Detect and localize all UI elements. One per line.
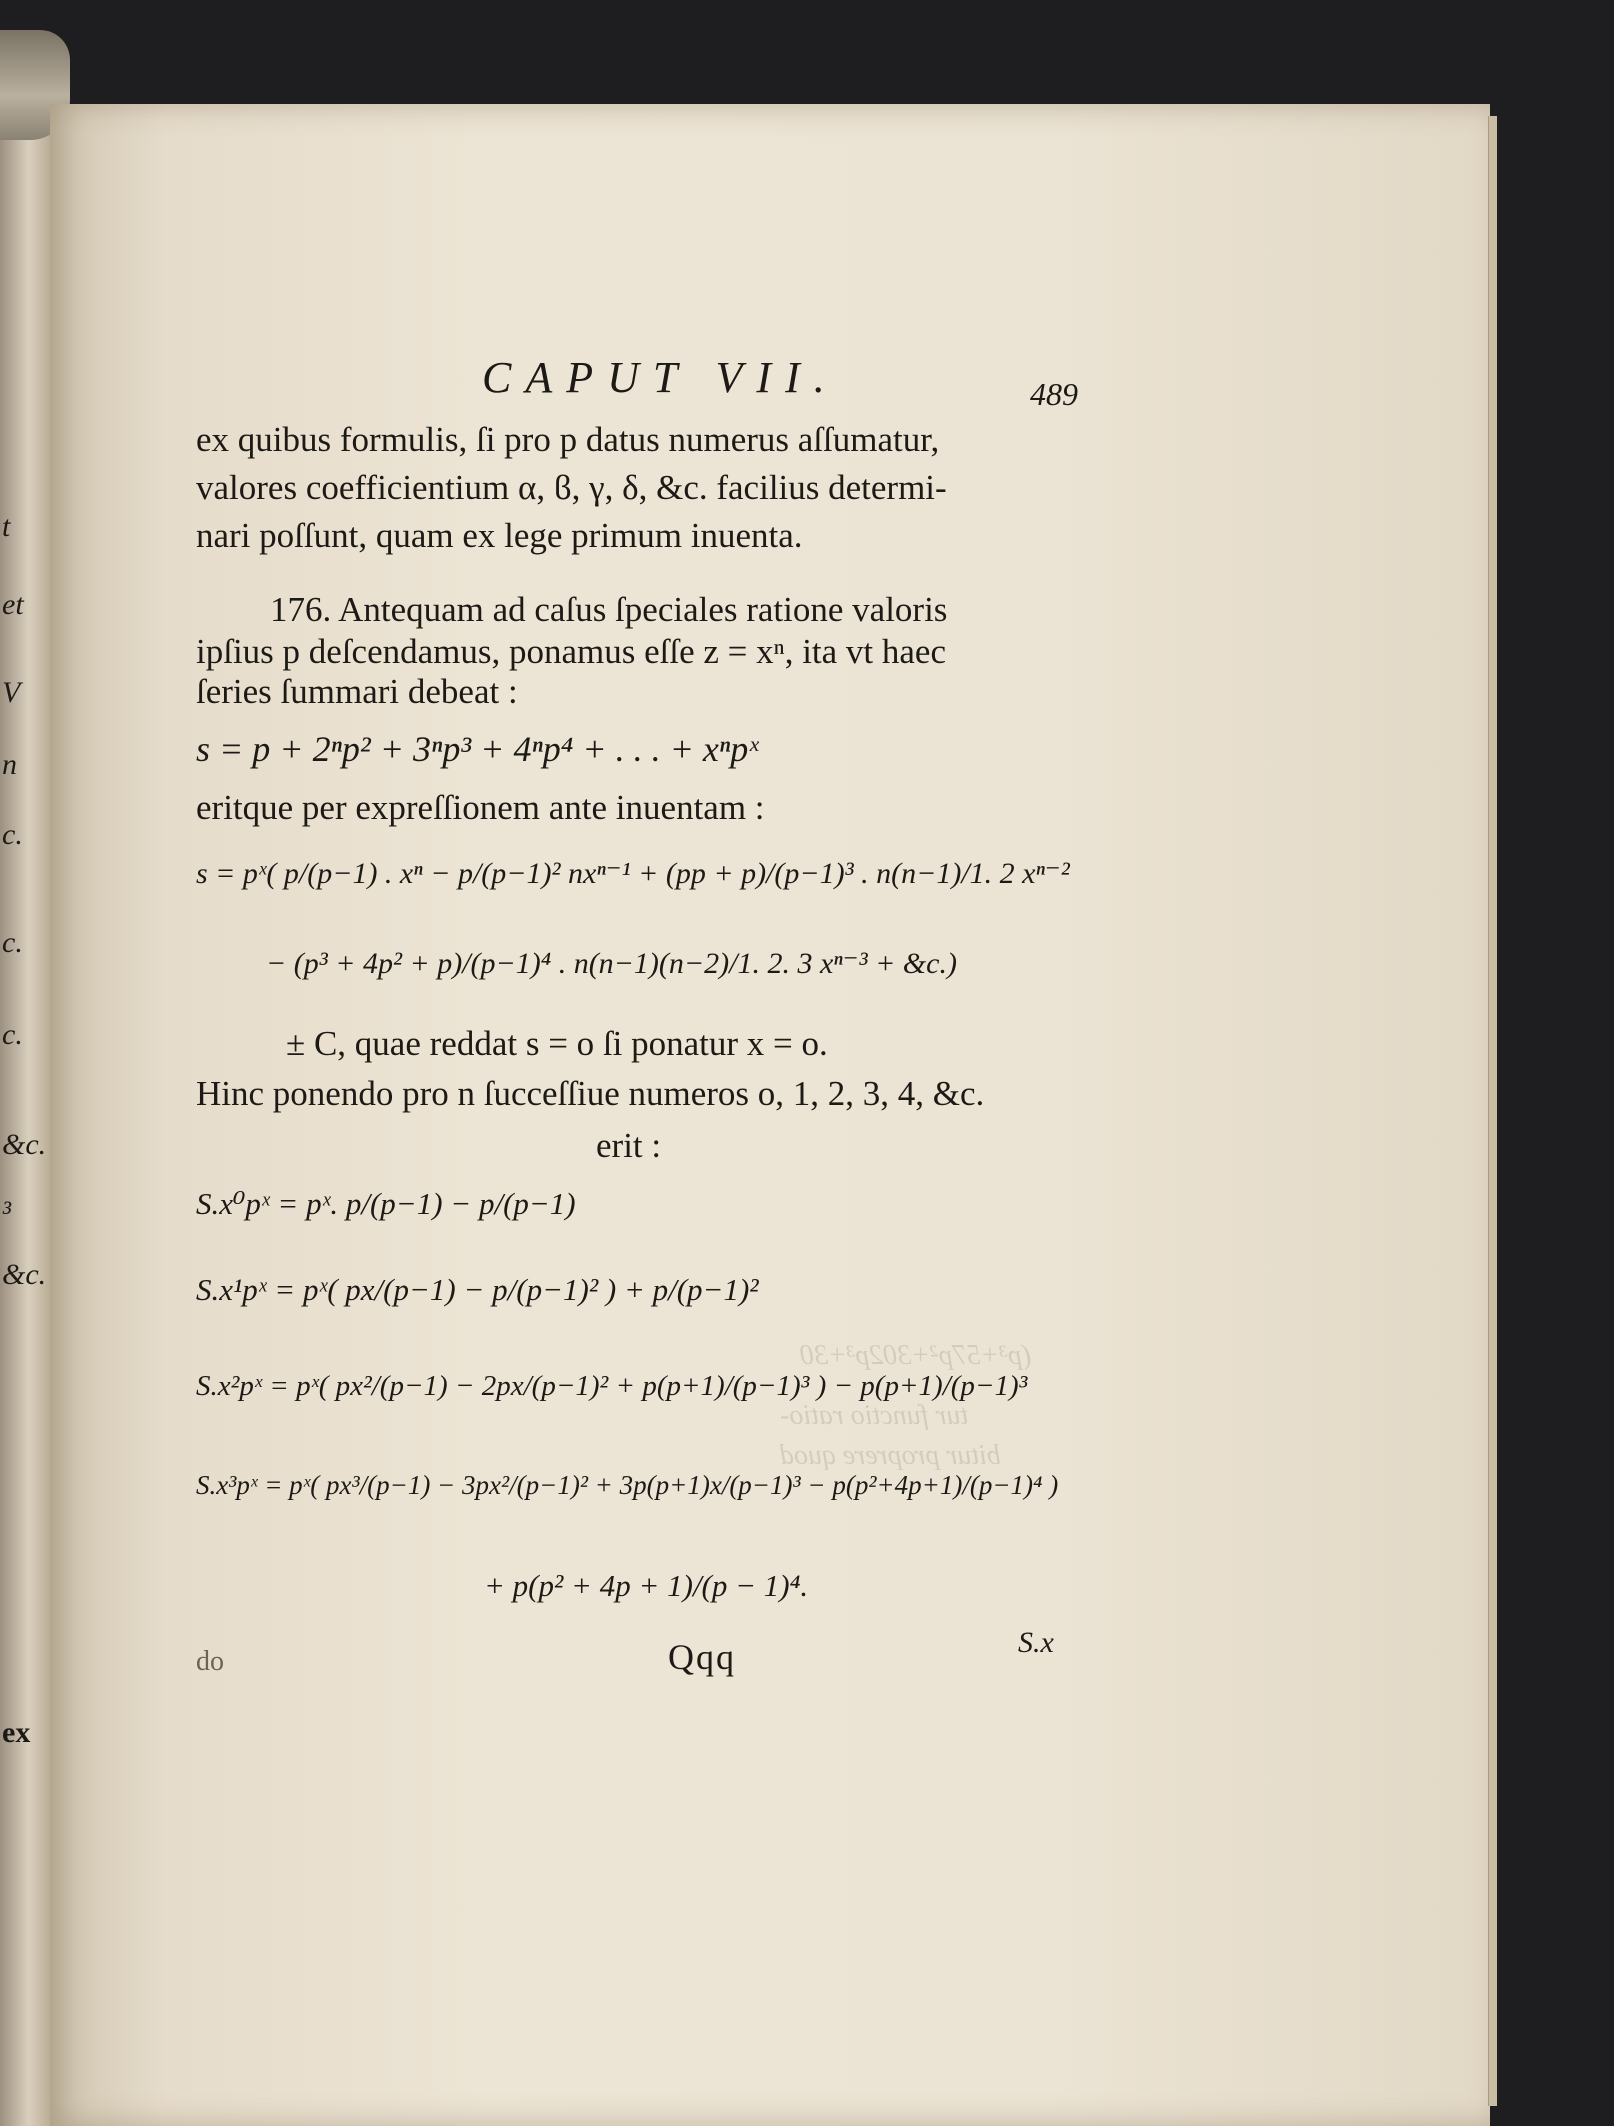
bleed-through-text: tur functio ratio-: [780, 1400, 969, 1431]
left-margin-fragment: &c.: [2, 1128, 47, 1161]
catchword: S.x: [1018, 1626, 1054, 1659]
left-margin-fragment: V: [2, 676, 21, 709]
body-text-line: eritque per expreſſionem ante inuentam :: [196, 788, 765, 827]
bleed-through-text: (p³+57p²+302p³+30: [800, 1340, 1032, 1371]
left-margin-fragment: t: [2, 510, 11, 543]
page-fore-edge: [1488, 116, 1497, 2106]
left-margin-fragment: c.: [2, 1018, 23, 1051]
bleed-through-text: bitur proprere quod: [780, 1440, 1001, 1471]
sum-formula: S.x²pˣ = pˣ( px²/(p−1) − 2px/(p−1)² + p(p+1)/(p−1)³ ) − p(p+1)/(p−1)³: [196, 1370, 1028, 1402]
left-page-edge: [0, 60, 52, 2126]
expansion-constant-line: ± C, quae reddat s = o ſi ponatur x = o.: [286, 1024, 828, 1063]
expansion-formula-line: s = pˣ( p/(p−1) . xⁿ − p/(p−1)² nxⁿ⁻¹ + (pp + p)/(p−1)³ . n(n−1)/1. 2 xⁿ⁻²: [196, 857, 1070, 890]
body-text-line: ſeries ſummari debeat :: [196, 672, 518, 711]
book-page: [50, 104, 1490, 2126]
bleed-fragment: do: [196, 1646, 224, 1677]
left-margin-fragment: c.: [2, 926, 23, 959]
section-heading-line: 176. Antequam ad caſus ſpeciales ratione valoris: [270, 590, 948, 629]
body-text-line: Hinc ponendo pro n ſucceſſiue numeros o, 1, 2, 3, 4, &c.: [196, 1074, 985, 1113]
series-formula: s = p + 2ⁿp² + 3ⁿp³ + 4ⁿp⁴ + . . . + xⁿpˣ: [196, 729, 759, 769]
left-margin-fragment: ³: [2, 1196, 11, 1229]
sum-formula: S.x⁰pˣ = pˣ. p/(p−1) − p/(p−1): [196, 1186, 576, 1221]
expansion-formula-line: − (p³ + 4p² + p)/(p−1)⁴ . n(n−1)(n−2)/1. 2. 3 xⁿ⁻³ + &c.): [266, 947, 957, 980]
running-title: CAPUT VII.: [482, 353, 839, 402]
sum-formula: S.x³pˣ = pˣ( px³/(p−1) − 3px²/(p−1)² + 3p(p+1)x/(p−1)³ − p(p²+4p+1)/(p−1)⁴ ): [196, 1470, 1059, 1500]
body-text-line: nari poſſunt, quam ex lege primum inuenta.: [196, 516, 803, 555]
body-text-line: ipſius p deſcendamus, ponamus eſſe z = xⁿ, ita vt haec: [196, 632, 947, 671]
body-text-line: ex quibus formulis, ſi pro p datus numerus aſſumatur,: [196, 420, 940, 459]
left-margin-fragment: &c.: [2, 1258, 47, 1291]
body-text-line: valores coefficientium α, ϐ, γ, δ, &c. facilius determi-: [196, 468, 947, 507]
sum-formula: S.x¹pˣ = pˣ( px/(p−1) − p/(p−1)² ) + p/(p−1)²: [196, 1272, 759, 1307]
left-margin-fragment: et: [2, 588, 24, 621]
left-margin-fragment: n: [2, 748, 17, 781]
sum-formula: + p(p² + 4p + 1)/(p − 1)⁴.: [484, 1568, 809, 1603]
page-number: 489: [1030, 376, 1078, 412]
body-text-line: erit :: [596, 1126, 662, 1165]
left-margin-fragment: c.: [2, 818, 23, 851]
signature-mark: Qqq: [668, 1637, 736, 1677]
left-margin-fragment: ex: [2, 1716, 31, 1749]
